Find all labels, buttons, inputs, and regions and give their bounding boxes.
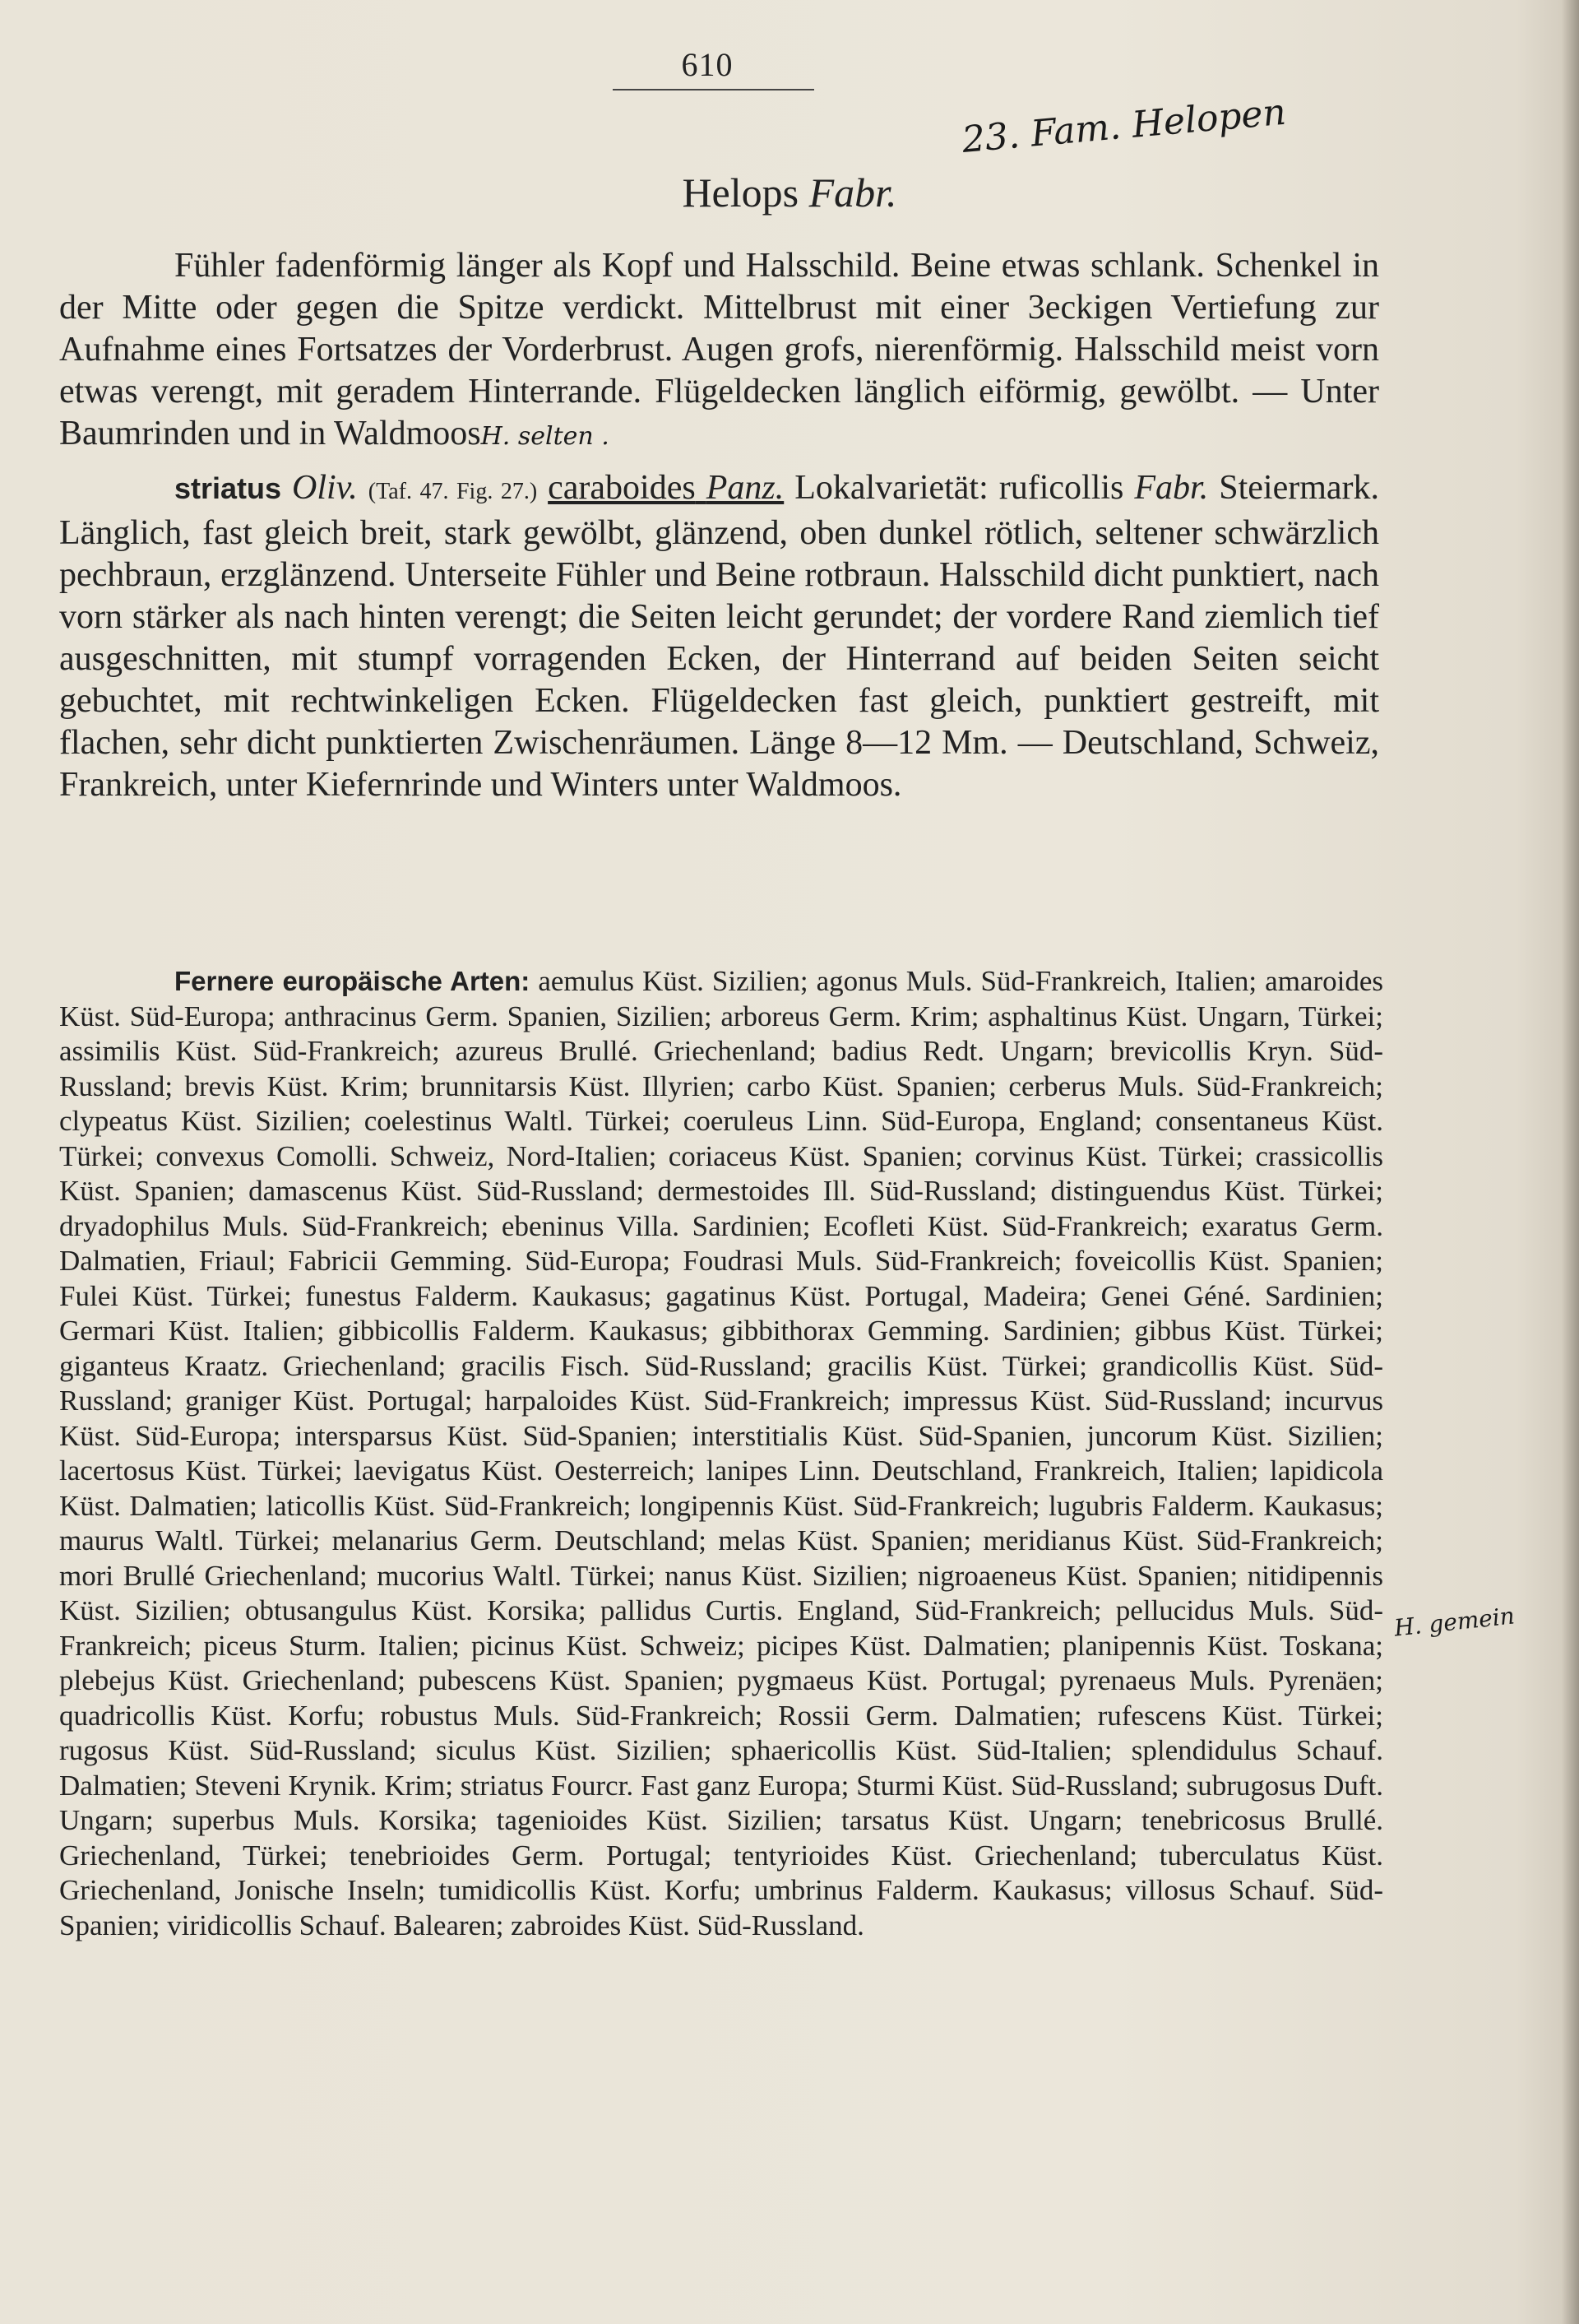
species-author: Oliv. (292, 469, 358, 507)
species-name: striatus (174, 471, 282, 505)
species-synonym (548, 469, 784, 507)
page-edge-shadow (1561, 0, 1579, 2324)
variety-author: Fabr. (1134, 469, 1209, 507)
synonym-author: Panz. (706, 469, 785, 507)
other-species-list: aemulus Küst. Sizilien; agonus Muls. Süd-Frankreich, Italien; amaroides Küst. Süd-Europa; anthracinus Germ. Spanien, Sizilien; arboreus Germ. Krim; asphaltinus Küst. Ungarn, Türkei; assimilis Küst. Süd-Frankreich; azureus Brullé. Griechenland; badius Redt. Ungarn; brevicollis Kryn. Süd-Russland; brevis Küst. Krim; brunnitarsis Küst. Illyrien; carbo Küst. Spanien; cerberus Muls. Süd-Frankreich; clypeatus Küst. Sizilien; coelestinus Waltl. Türkei; coeruleus Linn. Süd-Europa, England; consentaneus Küst. Türkei; convexus Comolli. Schweiz, Nord-Italien; coriaceus Küst. Spanien; corvinus Küst. Türkei; crassicollis Küst. Spanien; damascenus Küst. Süd-Russland; dermestoides Ill. Süd-Russland; distinguendus Küst. Türkei; dryadophilus Muls. Süd-Frankreich; ebeninus Villa. Sardinien; Ecofleti Küst. Süd-Frankreich; exaratus Germ. Dalmatien, Friaul; Fabricii Gemming. Süd-Europa; Foudrasi Muls. Süd-Frankreich; foveicollis Küst. Spanien; Fulei Küst. Türkei; funestus Falderm. Kaukasus; gagatinus Küst. Portugal, Madeira; Genei Géné. Sardinien; Germari Küst. Italien; gibbicollis Falderm. Kaukasus; gibbithorax Gemming. Sardinien; gibbus Küst. Türkei; giganteus Kraatz. Griechenland; gracilis Fisch. Süd-Russland; gracilis Küst. Türkei; grandicollis Küst. Süd-Russland; graniger Küst. Portugal; harpaloides Küst. Süd-Frankreich; impressus Küst. Süd-Russland; incurvus Küst. Süd-Europa; intersparsus Küst. Süd-Spanien; interstitialis Küst. Süd-Spanien, juncorum Küst. Sizilien; lacertosus Küst. Türkei; laevigatus Küst. Oesterreich; lanipes Linn. Deutschland, Frankreich, Italien; lapidicola Küst. Dalmatien; laticollis Küst. Süd-Frankreich; longipennis Küst. Süd-Frankreich; lugubris Falderm. Kaukasus; maurus Waltl. Türkei; melanarius Germ. Deutschland; melas Küst. Spanien; meridianus Küst. Süd-Frankreich; mori Brullé Griechenland; mucorius Waltl. Türkei; nanus Küst. Sizilien; nigroaeneus Küst. Spanien; nitidipennis Küst. Sizilien; obtusangulus Küst. Korsika; pallidus Curtis. England, Süd-Frankreich; pellucidus Muls. Süd-Frankreich; piceus Sturm. Italien; picinus Küst. Schweiz; picipes Küst. Dalmatien; planipennis Küst. Toskana; plebejus Küst. Griechenland; pubescens Küst. Spanien; pygmaeus Küst. Portugal; pyrenaeus Muls. Pyrenäen; quadricollis Küst. Korfu; robustus Muls. Süd-Frankreich; Rossii Germ. Dalmatien; rufescens Küst. Türkei; rugosus Küst. Süd-Russland; siculus Küst. Sizilien; sphaericollis Küst. Süd-Italien; splendidulus Schauf. Dalmatien; Steveni Krynik. Krim; striatus Fourcr. Fast ganz Europa; Sturmi Küst. Süd-Russland; subrugosus Duft. Ungarn; superbus Muls. Korsika; tagenioides Küst. Sizilien; tarsatus Küst. Ungarn; tenebricosus Brullé. Griechenland, Türkei; tenebrioides Germ. Portugal; tentyrioides Küst. Griechenland; tuberculatus Küst. Griechenland, Jonische Inseln; tumidicollis Küst. Korfu; umbrinus Falderm. Kaukasus; villosus Schauf. Süd-Spanien; viridicollis Schauf. Balearen; zabroides Küst. Süd-Russland. (59, 965, 1383, 1941)
handwritten-margin-note: H. gemein (1392, 1602, 1516, 1642)
page-number-rule (613, 89, 814, 90)
other-species-heading: Fernere europäische Arten: (174, 966, 530, 996)
species-description: Steiermark. Länglich, fast gleich breit, stark gewölbt, glänzend, oben dunkel rötlich, seltener schwärzlich pechbraun, erzglänzend. Unterseite Fühler und Beine rotbraun. Halsschild dicht punktiert, nach vorn stärker als nach hinten verengt; die Seiten leicht gerundet; der vordere Rand ziemlich tief ausgeschnitten, mit stumpf vorragenden Ecken, der Hinterrand auf beiden Seiten seicht gebuchtet, mit rechtwinkeligen Ecken. Flügeldecken fast gleich, punktiert gestreift, mit flachen, sehr dicht punktierten Zwischenräumen. Länge 8—12 Mm. — Deutschland, Schweiz, Frankreich, unter Kiefernrinde und Winters unter Waldmoos. (59, 469, 1380, 804)
variety-label: Lokalvarietät: ruficollis (794, 469, 1124, 507)
handwritten-inline-note: H. selten . (480, 422, 609, 451)
handwritten-family-note: 23. Fam. Helopen (960, 90, 1288, 161)
figure-reference: (Taf. 47. Fig. 27.) (368, 479, 538, 504)
page-number: 610 (681, 46, 734, 83)
other-species-paragraph (59, 964, 1383, 1943)
genus-description-section (59, 245, 1379, 806)
species-entry (59, 467, 1379, 806)
genus-description (59, 245, 1379, 457)
genus-name: Helops (682, 169, 799, 216)
other-species-section (59, 964, 1383, 1943)
genus-description-text: Fühler fadenförmig länger als Kopf und Halsschild. Beine etwas schlank. Schenkel in der Mitte oder gegen die Spitze verdickt. Mittelbrust mit einer 3eckigen Vertiefung zur Aufnahme eines Fortsatzes der Vorderbrust. Augen grofs, nierenförmig. Halsschild meist vorn etwas verengt, mit geradem Hinterrande. Flügeldecken länglich eiförmig, gewölbt. — Unter Baumrinden und in Waldmoos (59, 247, 1379, 452)
genus-author: Fabr. (808, 169, 897, 216)
synonym-name: caraboides (548, 469, 696, 507)
page-title (0, 169, 1579, 216)
